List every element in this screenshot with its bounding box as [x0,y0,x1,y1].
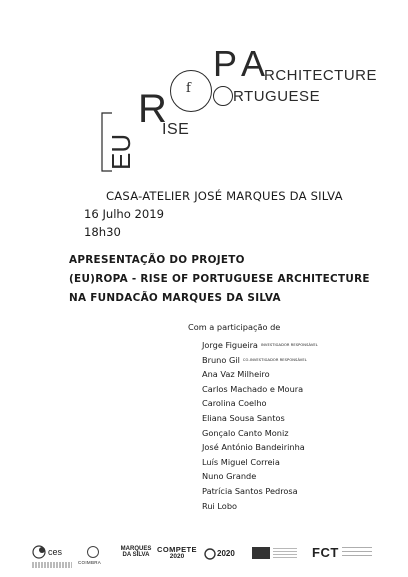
logo-word-portuguese: RTUGUESE [233,88,321,105]
event-time: 18h30 [84,225,121,239]
list-item [202,367,318,382]
participant-name: Nuno Grande [202,471,257,482]
compete-year-text: 2020 [169,552,185,560]
logo-letter-eu: EU [106,133,136,170]
headline-line-3: NA FUNDACÃO MARQUES DA SILVA [69,292,281,304]
logo-letter-p: P [213,43,238,84]
event-venue: CASA-ATELIER JOSÉ MARQUES DA SILVA [106,189,343,203]
list-item [202,338,318,353]
list-item [202,499,318,514]
participant-name: Eliana Sousa Santos [202,412,285,423]
list-item [202,440,318,455]
eu-flag [252,547,270,559]
compete-logo [157,546,197,560]
list-item [202,426,318,441]
logo-word-rise: ISE [162,121,190,138]
participant-name: Ana Vaz Milheiro [202,369,270,380]
fundacao-logo [119,546,153,558]
coimbra-logo-text: COIMBRA [78,560,102,565]
participant-name: Gonçalo Canto Moniz [202,427,289,438]
list-item [202,455,318,470]
list-item [202,382,318,397]
ces-logo-subtext [32,562,72,568]
eu-fund-text [273,548,297,558]
participation-intro: Com a participação de [188,322,281,332]
logo-letter-a: A [241,43,266,84]
participant-role: CO-INVESTIGADOR RESPONSÁVEL [242,357,307,362]
fct-subtext [342,547,372,558]
headline-line-1: APRESENTAÇÃO DO PROJETO [69,254,245,266]
fundacao-logo-text: MARQUES DA SILVA [120,546,152,558]
ces-logo-text: ces [48,547,63,557]
list-item [202,353,318,368]
compete-logo-text: COMPETE [157,545,197,554]
list-item [202,484,318,499]
headline-line-2: (EU)ROPA - RISE OF PORTUGUESE ARCHITECTURE [69,273,370,285]
fct-logo-text: FCT [312,545,339,560]
project-logo [0,0,408,180]
event-date: 16 Julho 2019 [84,207,165,221]
logo-letter-f: f [186,81,192,96]
list-item [202,411,318,426]
participant-name: Patrícia Santos Pedrosa [202,485,298,496]
logo-circle-o2 [213,86,233,106]
list-item [202,396,318,411]
participant-name: Jorge Figueira [202,340,258,350]
participant-name: Rui Lobo [202,500,238,511]
participant-role: INVESTIGADOR RESPONSÁVEL [260,343,318,348]
sponsor-logos [0,540,408,576]
portugal-2020-text: 2020 [217,549,235,558]
list-item [202,469,318,484]
participant-name: Luís Miguel Correia [202,456,280,467]
ces-logo-mark [32,544,48,560]
participant-list [202,338,318,513]
participant-name: Carolina Coelho [202,398,267,409]
participant-name: José António Bandeirinha [202,442,305,453]
coimbra-seal [87,546,99,558]
logo-letter-r: R [138,87,167,131]
participant-name: Bruno Gil [202,354,240,365]
logo-word-architecture: RCHITECTURE [264,67,377,84]
portugal-2020-icon [204,548,216,560]
participant-name: Carlos Machado e Moura [202,383,304,394]
